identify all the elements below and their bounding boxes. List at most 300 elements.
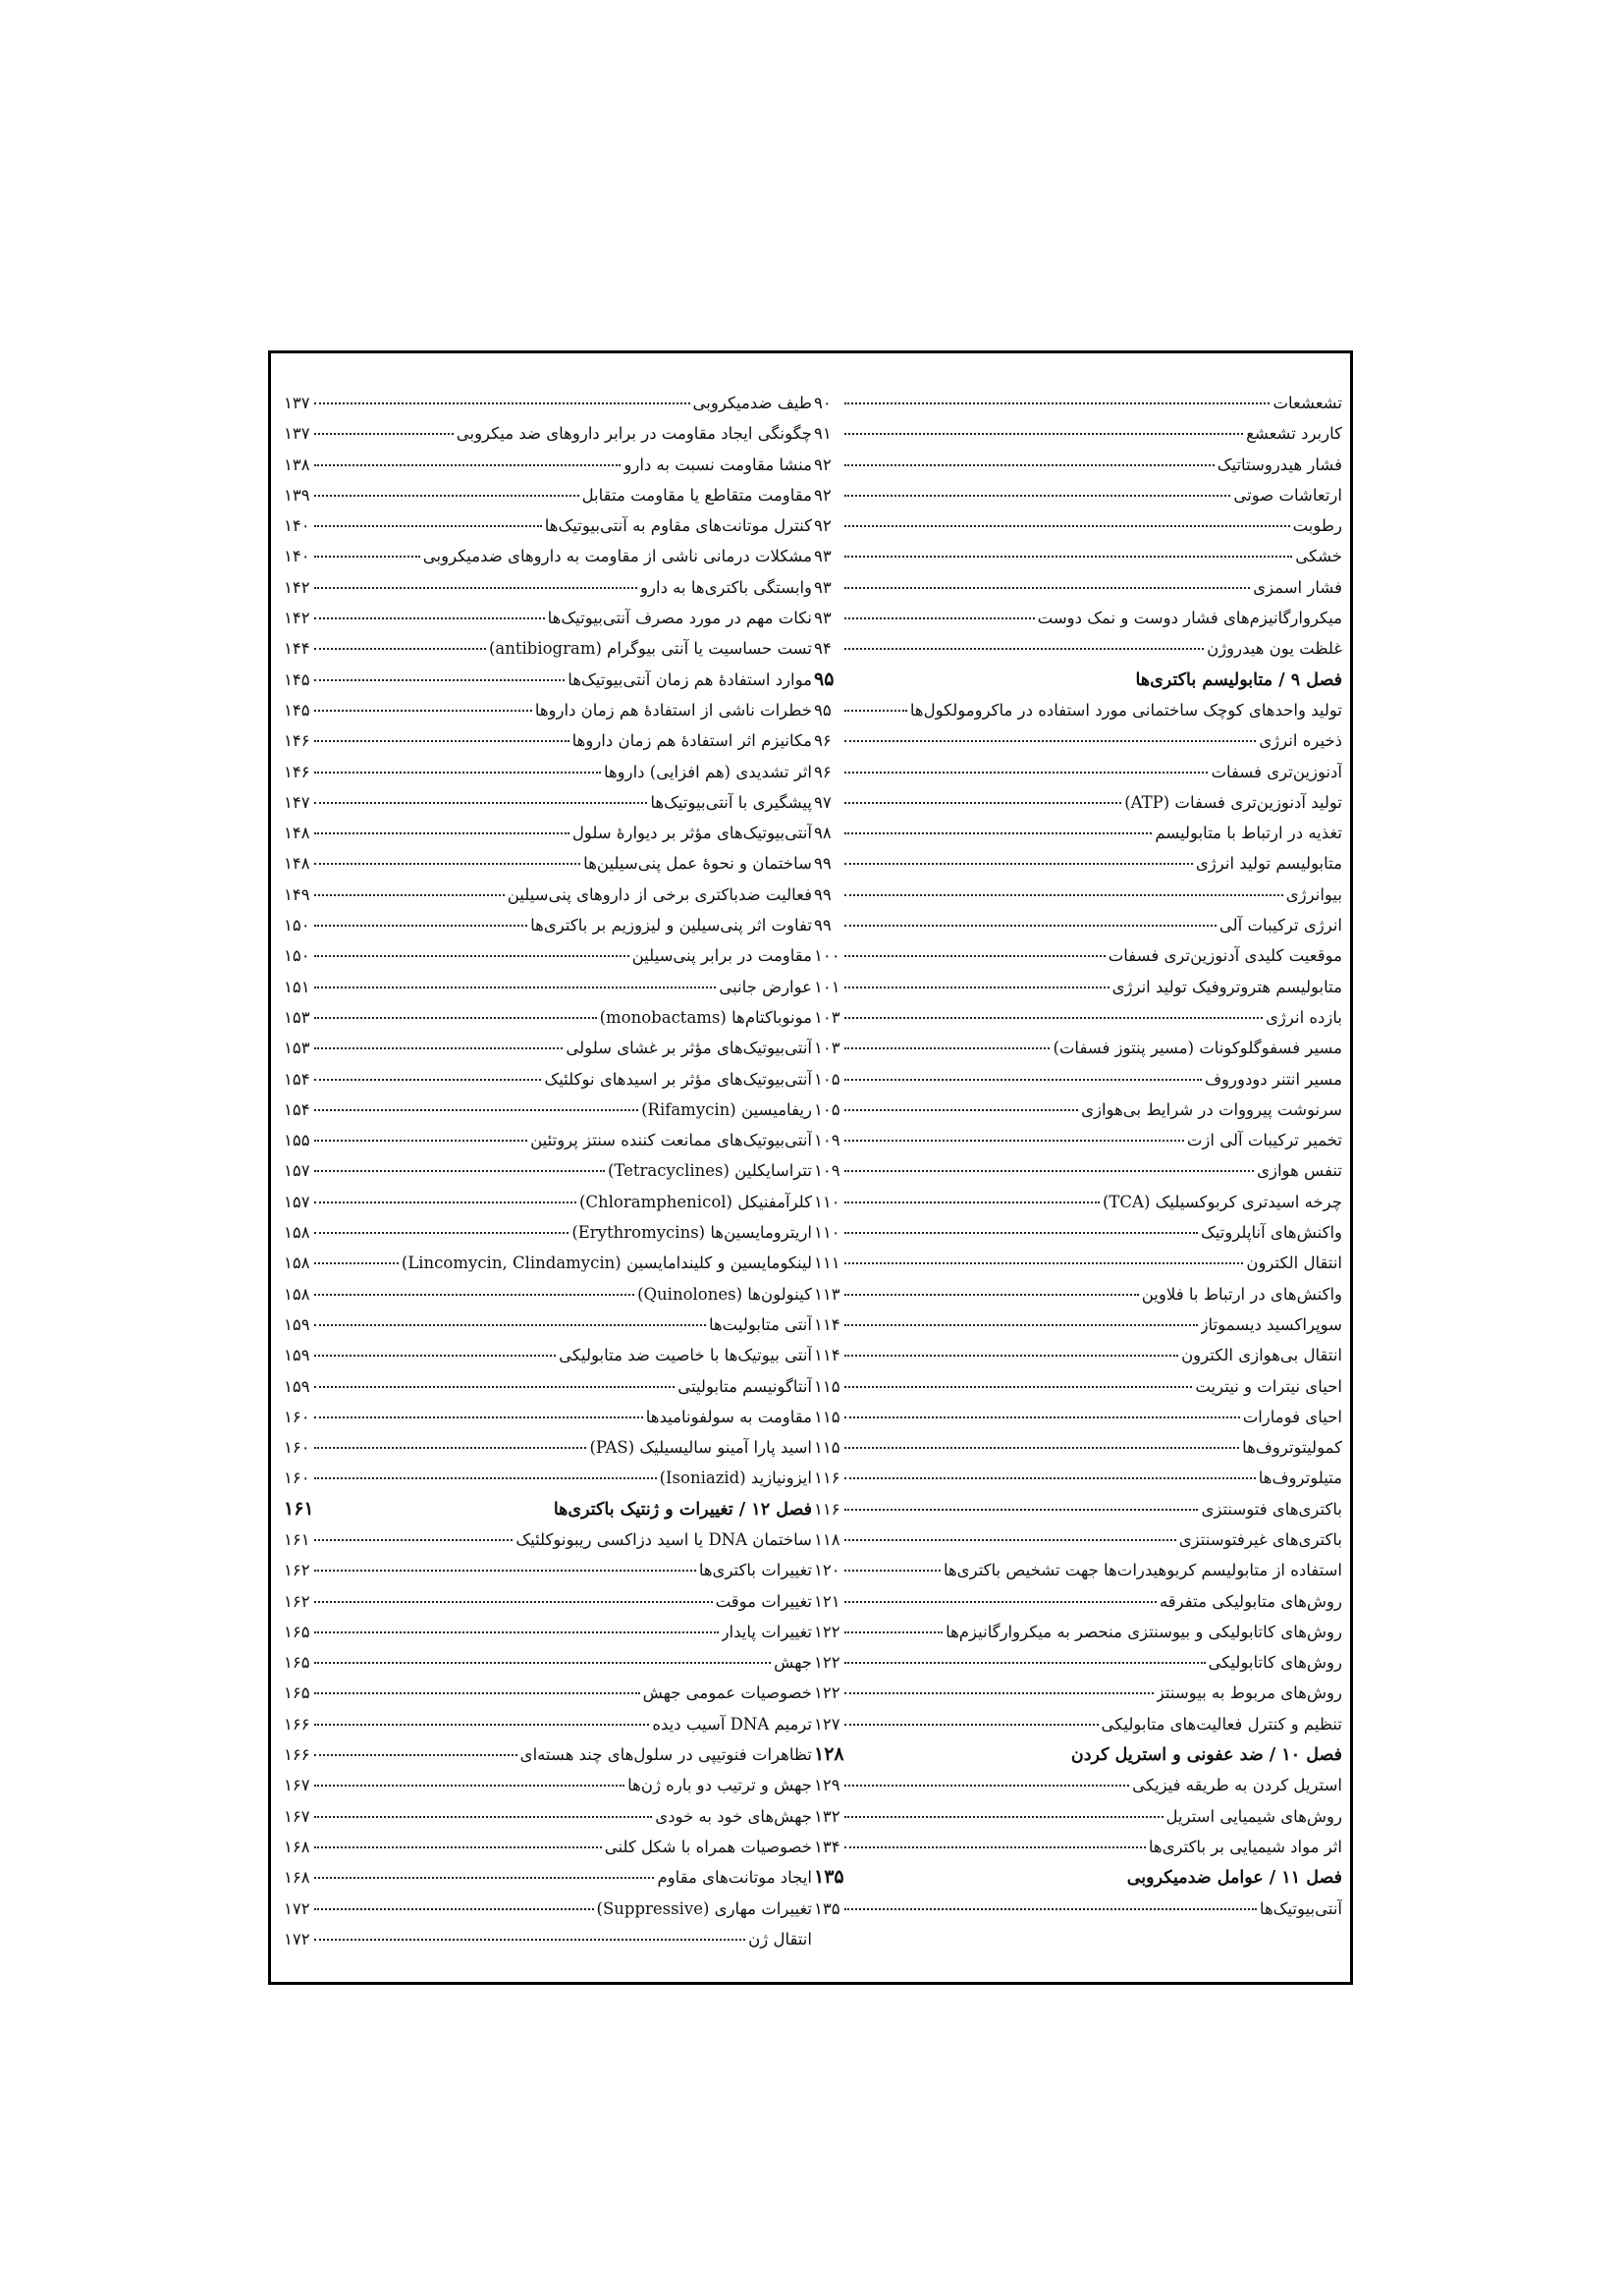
toc-page-number: ۹۹ (814, 884, 832, 904)
dot-leader (844, 1109, 1078, 1111)
toc-page-number: ۹۴ (814, 639, 832, 659)
dot-leader (844, 1355, 1178, 1357)
toc-entry (814, 1340, 1342, 1370)
toc-entry-title: موارد استفادهٔ هم زمان آنتی‌بیوتیک‌ها (568, 669, 812, 689)
toc-entry-title: تغییرات موقت (715, 1591, 812, 1611)
toc-entry (284, 757, 812, 787)
toc-entry (814, 1002, 1342, 1033)
toc-entry-title: متابولیسم تولید انرژی (1195, 854, 1342, 874)
toc-entry-title: لینکومایسین و کلیندامایسین (Lincomycin, Clindamycin) (401, 1254, 812, 1273)
toc-entry-title: آنتی‌بیوتیک‌های مؤثر بر غشای سلولی (566, 1039, 812, 1058)
toc-entry (284, 940, 812, 971)
toc-entry (284, 787, 812, 818)
toc-entry (284, 1033, 812, 1063)
toc-entry-title: تخمیر ترکیبات آلی ازت (1186, 1131, 1342, 1150)
toc-page-number: ۱۶۵ (284, 1622, 310, 1641)
toc-page-number: ۹۵ (814, 667, 835, 690)
toc-entry-title: آدنوزین‌تری فسفات (1211, 762, 1342, 781)
toc-page-number: ۱۳۸ (284, 454, 310, 474)
dot-leader (314, 1355, 556, 1357)
toc-page-number: ۱۱۰ (814, 1223, 840, 1243)
toc-page-number: ۱۱۵ (814, 1438, 840, 1458)
toc-entry (284, 1371, 812, 1402)
toc-entry-title: انرژی ترکیبات آلی (1218, 916, 1342, 935)
toc-page-number: ۱۲۷ (814, 1714, 840, 1734)
toc-page-number: ۱۵۰ (284, 916, 310, 935)
toc-entry-title: متیلوتروف‌ها (1258, 1468, 1342, 1488)
toc-page-number: ۹۶ (814, 731, 832, 751)
toc-page-number: ۱۳۵ (814, 1898, 840, 1918)
toc-page-number: ۱۴۰ (284, 516, 310, 536)
toc-page-number: ۱۲۲ (814, 1622, 840, 1641)
dot-leader (844, 1846, 1146, 1848)
toc-entry (284, 725, 812, 756)
toc-frame (268, 350, 1353, 1985)
toc-entry (814, 480, 1342, 510)
toc-entry (284, 1647, 812, 1678)
toc-entry-title: استریل کردن به طریقه فیزیکی (1132, 1776, 1342, 1795)
toc-page-number: ۱۶۷ (284, 1776, 310, 1795)
toc-entry (284, 1801, 812, 1832)
toc-entry (284, 1432, 812, 1463)
dot-leader (314, 1939, 745, 1941)
toc-page-number: ۱۵۳ (284, 1039, 310, 1058)
toc-entry-title: مقاومت متقاطع یا مقاومت متقابل (581, 485, 812, 505)
dot-leader (314, 1724, 649, 1726)
toc-entry (284, 880, 812, 910)
toc-entry-title: تغذیه در ارتباط با متابولیسم (1155, 824, 1342, 843)
toc-entry-title: ذخیره انرژی (1259, 731, 1342, 751)
toc-entry-title: فشار هیدروستاتیک (1217, 454, 1342, 474)
dot-leader (844, 1477, 1256, 1479)
toc-entry-title: بازده انرژی (1266, 1007, 1342, 1027)
toc-page-number: ۹۰ (814, 394, 832, 412)
toc-entry (284, 665, 812, 695)
dot-leader (314, 1846, 602, 1848)
toc-page-number: ۹۳ (814, 547, 832, 566)
toc-entry (814, 1095, 1342, 1125)
dot-leader (844, 525, 1290, 527)
toc-page-number: ۱۲۹ (814, 1776, 840, 1795)
toc-entry-title: تولید آدنوزین‌تری فسفات (ATP) (1124, 792, 1342, 812)
toc-entry (284, 1095, 812, 1125)
toc-page-number: ۱۱۳ (814, 1284, 840, 1304)
toc-entry (814, 541, 1342, 571)
toc-page-number: ۱۵۷ (284, 1192, 310, 1211)
dot-leader (844, 617, 1035, 619)
dot-leader (844, 1509, 1198, 1511)
toc-entry-title: روش‌های کاتابولیکی و بیوسنتزی منحصر به میکروارگانیزم‌ها (946, 1622, 1342, 1641)
toc-page-number: ۱۶۶ (284, 1745, 310, 1765)
toc-page-number: ۱۱۵ (814, 1376, 840, 1396)
toc-page-number: ۹۲ (814, 485, 832, 505)
toc-page-number: ۱۶۷ (284, 1806, 310, 1826)
toc-entry-title: انتقال بی‌هوازی الکترون (1181, 1346, 1342, 1365)
toc-page-number: ۱۶۸ (284, 1837, 310, 1856)
toc-page-number: ۱۵۸ (284, 1223, 310, 1243)
toc-entry (814, 1187, 1342, 1217)
toc-page-number: ۹۷ (814, 792, 832, 812)
dot-leader (314, 464, 621, 466)
toc-entry (284, 1125, 812, 1155)
dot-leader (844, 1816, 1164, 1818)
dot-leader (844, 710, 907, 712)
toc-entry (814, 418, 1342, 449)
toc-entry (814, 1617, 1342, 1647)
toc-page-number: ۱۱۰ (814, 1192, 840, 1211)
dot-leader (844, 1079, 1202, 1081)
toc-entry-title: فصل ۱۲ / تغییرات و ژنتیک باکتری‌ها (553, 1499, 812, 1520)
toc-entry-title: تغییرات پایدار (721, 1622, 812, 1641)
toc-entry-title: فعالیت ضدباکتری برخی از داروهای پنی‌سیلین (507, 884, 812, 904)
toc-page-number: ۹۹ (814, 916, 832, 935)
toc-entry (814, 633, 1342, 664)
toc-page-number: ۱۵۴ (284, 1099, 310, 1119)
dot-leader (844, 772, 1208, 774)
toc-page-number: ۱۶۱ (284, 1497, 314, 1520)
dot-leader (844, 1047, 1050, 1049)
toc-entry-title: ایزونیازید (Isoniazid) (659, 1468, 812, 1488)
dot-leader (844, 1601, 1157, 1603)
toc-entry (814, 1555, 1342, 1585)
toc-entry (814, 1894, 1342, 1924)
dot-leader (314, 802, 647, 804)
toc-page-number: ۱۵۷ (284, 1161, 310, 1181)
dot-leader (844, 1294, 1139, 1296)
dot-leader (844, 955, 1106, 957)
toc-entry (814, 787, 1342, 818)
dot-leader (844, 1201, 1100, 1203)
toc-entry-title: آنتی‌بیوتیک‌ها (1259, 1898, 1342, 1918)
toc-entry (284, 1924, 812, 1954)
toc-entry-title: بیوانرژی (1285, 884, 1342, 904)
toc-page-number: ۱۶۲ (284, 1591, 310, 1611)
toc-page-number: ۱۵۰ (284, 946, 310, 966)
toc-entry (814, 1279, 1342, 1309)
toc-page-number: ۱۴۷ (284, 792, 310, 812)
toc-entry (814, 1217, 1342, 1248)
dot-leader (844, 1692, 1154, 1694)
toc-entry-title: ارتعاشات صوتی (1233, 485, 1342, 505)
toc-page-number: ۱۴۵ (284, 669, 310, 689)
toc-entry-title: تغییرات باکتری‌ها (698, 1561, 812, 1580)
toc-entry-title: انتقال الکترون (1246, 1254, 1342, 1273)
toc-page-number: ۹۶ (814, 762, 832, 781)
toc-entry (814, 1647, 1342, 1678)
toc-entry-title: باکتری‌های فتوسنتزی (1201, 1499, 1342, 1519)
toc-entry-title: تشعشعات (1272, 394, 1342, 412)
dot-leader (314, 1294, 634, 1296)
toc-page-number: ۹۲ (814, 454, 832, 474)
dot-leader (314, 1754, 517, 1756)
toc-page-number: ۱۳۷ (284, 394, 310, 412)
dot-leader (314, 1017, 597, 1019)
toc-entry-title: کاربرد تشعشع (1246, 424, 1342, 444)
toc-entry (814, 510, 1342, 541)
toc-entry-title: احیای فومارات (1242, 1407, 1342, 1426)
toc-page-number: ۹۸ (814, 824, 832, 843)
chapter-heading (814, 1739, 1342, 1770)
toc-entry-title: خطرات ناشی از استفادهٔ هم زمان داروها (534, 700, 812, 720)
chapter-heading (814, 1862, 1342, 1893)
toc-page-number: ۱۵۴ (284, 1069, 310, 1089)
toc-page-number: ۱۱۶ (814, 1468, 840, 1488)
toc-column-left (284, 388, 812, 1954)
toc-entry (284, 1248, 812, 1278)
toc-entry-title: اثر تشدیدی (هم افزایی) داروها (603, 762, 812, 781)
toc-entry-title: سرنوشت پیرووات در شرایط بی‌هوازی (1081, 1099, 1342, 1119)
dot-leader (314, 433, 454, 435)
dot-leader (844, 1539, 1176, 1541)
dot-leader (844, 1170, 1254, 1172)
toc-page-number: ۱۴۸ (284, 824, 310, 843)
dot-leader (314, 740, 569, 742)
dot-leader (314, 1232, 568, 1234)
toc-entry (814, 910, 1342, 940)
toc-entry-title: کمولیتوتروف‌ها (1242, 1438, 1342, 1458)
toc-page-number: ۹۱ (814, 424, 832, 444)
toc-entry-title: آنتی‌بیوتیک‌های مؤثر بر دیوارهٔ سلول (571, 824, 812, 843)
dot-leader (314, 495, 579, 497)
toc-entry-title: فصل ۱۰ / ضد عفونی و استریل کردن (1070, 1745, 1342, 1766)
toc-page-number: ۱۵۹ (284, 1346, 310, 1365)
toc-page-number: ۱۲۲ (814, 1653, 840, 1673)
toc-entry-title: جهش‌های خود به خودی (655, 1806, 812, 1826)
toc-entry-title: تتراسایکلین (Tetracyclines) (607, 1161, 812, 1181)
toc-entry-title: تظاهرات فنوتیپی در سلول‌های چند هسته‌ای (519, 1745, 812, 1765)
toc-entry (284, 450, 812, 480)
toc-entry-title: متابولیسم هتروتروفیک تولید انرژی (1111, 977, 1342, 996)
toc-entry-title: سوپراکسید دیسموتاز (1200, 1314, 1342, 1334)
toc-entry-title: ریفامیسین (Rifamycin) (641, 1099, 812, 1119)
toc-entry (284, 1402, 812, 1432)
toc-entry (284, 818, 812, 848)
toc-page-number: ۱۴۶ (284, 762, 310, 781)
dot-leader (314, 1079, 541, 1081)
dot-leader (314, 1877, 654, 1879)
toc-entry (814, 1494, 1342, 1524)
toc-entry-title: باکتری‌های غیرفتوسنتزی (1178, 1529, 1342, 1549)
toc-entry (284, 510, 812, 541)
toc-entry-title: فصل ۱۱ / عوامل ضدمیکروبی (1126, 1868, 1342, 1889)
toc-entry (284, 1279, 812, 1309)
toc-entry (814, 1709, 1342, 1739)
toc-entry (284, 1894, 812, 1924)
dot-leader (844, 1140, 1184, 1142)
dot-leader (844, 1662, 1206, 1664)
toc-entry (814, 1678, 1342, 1708)
toc-entry-title: انتقال ژن (748, 1929, 812, 1949)
toc-page-number: ۱۳۵ (814, 1866, 844, 1889)
dot-leader (314, 648, 486, 650)
toc-entry (284, 418, 812, 449)
dot-leader (844, 802, 1121, 804)
dot-leader (314, 925, 527, 927)
toc-entry-title: ترمیم DNA آسیب دیده (652, 1714, 812, 1734)
toc-entry-title: میکروارگانیزم‌های فشار دوست و نمک دوست (1037, 609, 1342, 628)
toc-entry-title: رطوبت (1292, 516, 1342, 536)
dot-leader (314, 832, 569, 834)
toc-entry-title: اثر مواد شیمیایی بر باکتری‌ها (1148, 1837, 1342, 1856)
dot-leader (314, 617, 545, 619)
toc-page-number: ۱۶۶ (284, 1714, 310, 1734)
toc-entry (284, 1862, 812, 1893)
dot-leader (844, 1908, 1257, 1910)
toc-entry-title: روش‌های مربوط به بیوسنتز (1156, 1683, 1342, 1703)
dot-leader (314, 1539, 513, 1541)
toc-page-number: ۱۴۴ (284, 639, 310, 659)
dot-leader (314, 955, 629, 957)
toc-entry-title: مسیر فسفوگلوکونات (مسیر پنتوز فسفات) (1053, 1039, 1342, 1058)
dot-leader (314, 1477, 657, 1479)
toc-page-number: ۱۵۹ (284, 1376, 310, 1396)
toc-page-number: ۹۳ (814, 577, 832, 597)
toc-entry-title: فصل ۹ / متابولیسم باکتری‌ها (1135, 669, 1342, 690)
toc-entry-title: خصوصیات همراه با شکل کلنی (604, 1837, 812, 1856)
toc-entry (284, 1187, 812, 1217)
toc-entry-title: کنترل موتانت‌های مقاوم به آنتی‌بیوتیک‌ها (544, 516, 812, 536)
toc-entry (814, 880, 1342, 910)
toc-page-number: ۹۳ (814, 609, 832, 628)
dot-leader (314, 1570, 696, 1572)
toc-entry (814, 1309, 1342, 1340)
dot-leader (314, 1140, 527, 1142)
toc-entry-title: خشکی (1295, 547, 1342, 566)
dot-leader (314, 1692, 640, 1694)
toc-entry-title: روش‌های شیمیایی استریل (1165, 1806, 1342, 1826)
dot-leader (314, 894, 505, 896)
dot-leader (314, 1416, 643, 1418)
toc-entry-title: تنظیم و کنترل فعالیت‌های متابولیکی (1101, 1714, 1342, 1734)
toc-entry-title: وابستگی باکتری‌ها به دارو (640, 577, 812, 597)
toc-entry (814, 1801, 1342, 1832)
toc-entry (814, 1524, 1342, 1555)
toc-entry (284, 603, 812, 633)
toc-page-number: ۱۰۵ (814, 1069, 840, 1089)
toc-entry (284, 480, 812, 510)
toc-page-number: ۱۱۸ (814, 1529, 840, 1549)
dot-leader (314, 710, 532, 712)
dot-leader (314, 679, 565, 681)
toc-entry (284, 1155, 812, 1186)
dot-leader (844, 587, 1250, 589)
toc-entry (814, 1033, 1342, 1063)
dot-leader (314, 987, 716, 988)
toc-page-number: ۱۰۹ (814, 1131, 840, 1150)
toc-entry-title: مقاومت در برابر پنی‌سیلین (631, 946, 812, 966)
toc-page-number: ۱۳۴ (814, 1837, 840, 1856)
toc-page-number: ۱۵۱ (284, 977, 310, 996)
dot-leader (844, 1631, 943, 1633)
toc-entry (284, 1586, 812, 1617)
toc-entry-title: ساختمان DNA یا اسید دزاکسی ریبونوکلئیک (515, 1529, 812, 1549)
toc-entry-title: غلظت یون هیدروژن (1207, 639, 1342, 659)
dot-leader (314, 1631, 719, 1633)
toc-entry-title: آنتاگونیسم متابولیتی (677, 1376, 812, 1396)
toc-entry (814, 388, 1342, 418)
toc-entry-title: کینولون‌ها (Quinolones) (637, 1284, 812, 1304)
toc-entry (284, 1709, 812, 1739)
dot-leader (314, 556, 420, 558)
dot-leader (314, 772, 601, 774)
dot-leader (844, 1570, 941, 1572)
toc-entry-title: مقاومت به سولفونامیدها (645, 1407, 812, 1426)
dot-leader (844, 1724, 1099, 1726)
toc-page-number: ۱۴۲ (284, 577, 310, 597)
toc-page-number: ۱۶۲ (284, 1561, 310, 1580)
toc-entry-title: ایجاد موتانت‌های مقاوم (657, 1868, 812, 1888)
toc-entry-title: پیشگیری با آنتی‌بیوتیک‌ها (650, 792, 812, 812)
toc-page-number: ۱۰۹ (814, 1161, 840, 1181)
toc-entry-title: روش‌های کاتابولیکی (1208, 1653, 1342, 1673)
toc-entry (814, 1402, 1342, 1432)
toc-entry-title: ساختمان و نحوهٔ عمل پنی‌سیلین‌ها (583, 854, 812, 874)
toc-page-number: ۱۵۹ (284, 1314, 310, 1334)
toc-entry-title: آنتی‌بیوتیک‌های ممانعت کننده سنتز پروتئین (530, 1131, 812, 1150)
toc-entry (814, 695, 1342, 725)
toc-page-number: ۹۲ (814, 516, 832, 536)
toc-entry-title: روش‌های متابولیکی متفرقه (1159, 1591, 1342, 1611)
toc-entry-title: مونوباکتام‌ها (monobactams) (599, 1007, 812, 1027)
dot-leader (844, 648, 1204, 650)
toc-entry-title: چرخه اسیدتری کربوکسیلیک (TCA) (1102, 1192, 1342, 1211)
toc-entry (284, 633, 812, 664)
toc-entry (284, 695, 812, 725)
dot-leader (314, 1324, 706, 1326)
toc-page-number: ۱۳۹ (284, 485, 310, 505)
toc-entry-title: خصوصیات عمومی جهش (642, 1683, 812, 1703)
toc-page-number: ۱۱۵ (814, 1407, 840, 1426)
toc-entry (284, 1832, 812, 1862)
toc-page-number: ۱۱۱ (814, 1254, 840, 1273)
dot-leader (844, 1785, 1129, 1787)
toc-page-number: ۱۵۵ (284, 1131, 310, 1150)
dot-leader (844, 740, 1256, 742)
toc-entry-title: تفاوت اثر پنی‌سیلین و لیزوزیم بر باکتری‌ها (530, 916, 812, 935)
toc-entry (284, 541, 812, 571)
toc-entry (814, 1125, 1342, 1155)
dot-leader (844, 495, 1230, 497)
toc-page-number: ۱۲۸ (814, 1743, 844, 1766)
toc-page-number: ۱۷۲ (284, 1898, 310, 1918)
toc-entry-title: تولید واحدهای کوچک ساختمانی مورد استفاده در ماکرومولکول‌ها (909, 700, 1342, 720)
dot-leader (844, 433, 1243, 435)
toc-entry (814, 450, 1342, 480)
toc-entry-title: چگونگی ایجاد مقاومت در برابر داروهای ضد میکروبی (456, 424, 812, 444)
toc-page-number: ۹۹ (814, 854, 832, 874)
toc-entry (284, 972, 812, 1002)
toc-entry-title: استفاده از متابولیسم کربوهیدرات‌ها جهت تشخیص باکتری‌ها (943, 1561, 1342, 1580)
toc-entry (814, 940, 1342, 971)
dot-leader (314, 1447, 586, 1449)
toc-page-number: ۱۴۵ (284, 700, 310, 720)
dot-leader (844, 1416, 1240, 1418)
toc-entry (814, 1371, 1342, 1402)
toc-page-number: ۱۵۸ (284, 1254, 310, 1273)
toc-entry (284, 1678, 812, 1708)
toc-entry-title: آنتی‌بیوتیک‌های مؤثر بر اسیدهای نوکلئیک (544, 1069, 812, 1089)
toc-entry (814, 572, 1342, 603)
toc-entry-title: مسیر انتنر دودوروف (1204, 1069, 1342, 1089)
dot-leader (844, 464, 1215, 466)
toc-page-number: ۱۶۰ (284, 1438, 310, 1458)
toc-entry-title: آنتی بیوتیک‌ها با خاصیت ضد متابولیکی (559, 1346, 812, 1365)
toc-page-number: ۱۰۵ (814, 1099, 840, 1119)
toc-entry (814, 972, 1342, 1002)
toc-entry-title: تست حساسیت یا آنتی بیوگرام (antibiogram) (488, 639, 812, 659)
toc-entry (284, 388, 812, 418)
toc-entry-title: احیای نیترات و نیتریت (1195, 1376, 1342, 1396)
